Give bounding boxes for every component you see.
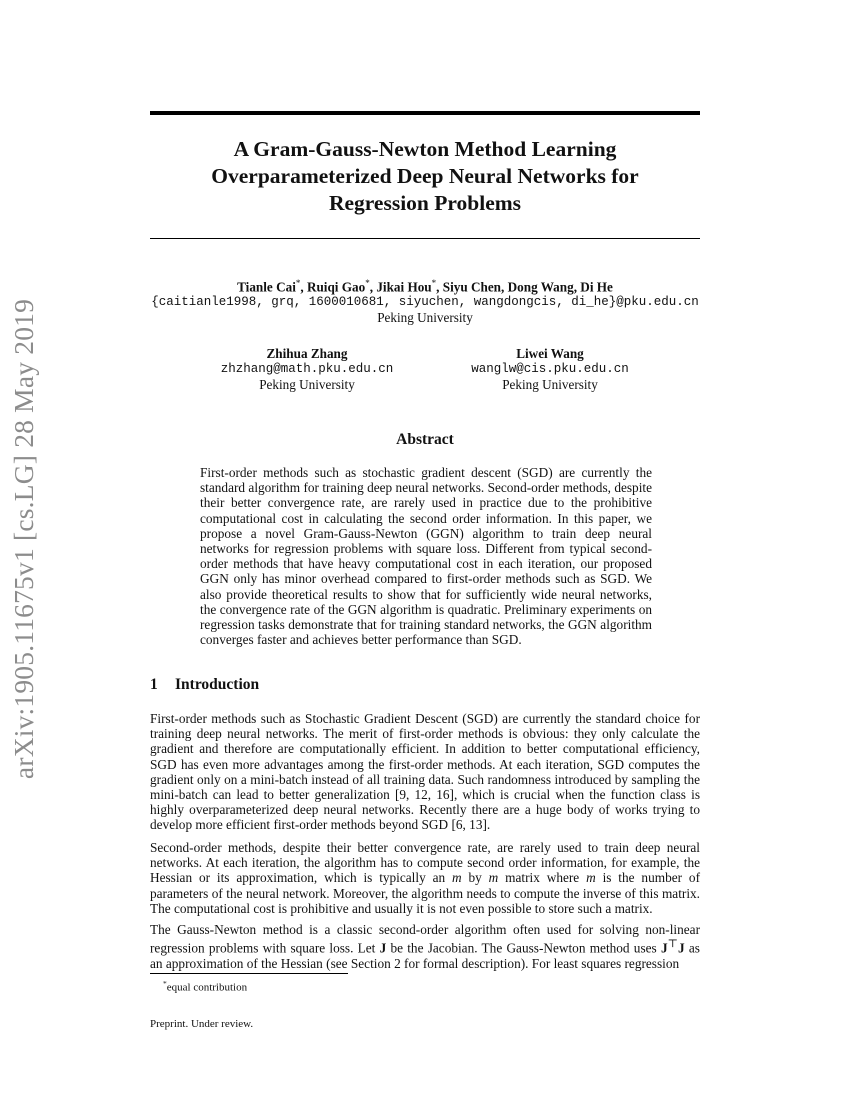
text-run: be the Jacobian. The Gauss-Newton method uses — [386, 940, 661, 956]
text-run: matrix where — [498, 870, 587, 886]
author-email: wanglw@cis.pku.edu.cn — [471, 361, 629, 376]
section-heading-introduction — [150, 676, 700, 694]
author-emails: {caitianle1998, grq, 1600010681, siyuchen, wangdongcis, di_he}@pku.edu.cn — [151, 294, 699, 309]
footnote-text: equal contribution — [166, 981, 248, 994]
author-name: Jikai Hou — [376, 279, 432, 295]
author-affiliation: Peking University — [259, 377, 355, 392]
author-name: Tianle Cai — [237, 279, 296, 295]
author-block-left — [197, 346, 417, 393]
author-block-right — [440, 346, 660, 393]
author-name: Ruiqi Gao — [306, 279, 366, 295]
arxiv-identifier-stamp — [3, 284, 45, 794]
math-jacobian: J — [660, 940, 668, 956]
author-email: zhzhang@math.pku.edu.cn — [220, 361, 394, 376]
text-run: by — [461, 870, 489, 886]
preprint-note: Preprint. Under review. — [150, 1018, 254, 1030]
author-name: Liwei Wang — [516, 346, 584, 361]
footnote-rule — [150, 973, 348, 974]
footnote-mark: * — [163, 979, 167, 988]
intro-paragraph-2 — [150, 840, 700, 916]
intro-paragraph-1: First-order methods such as Stochastic Gradient Descent (SGD) are currently the standard choice for training deep neural networks. The merit of first-order methods is obvious: they only calculate the gradient and therefore are computationally efficient. In addition to better computational efficiency, SGD has even more advantages among the first-order methods. At each iteration, SGD computes the gradient only on a mini-batch instead of all training data. Such randomness introduced by sampling the mini-batch can lead to better generalization [9, 12, 16], which is crucial when the function class is highly overparameterized deep neural networks. Recently there are a huge body of works trying to develop more efficient first-order methods beyond SGD [6, 13]. — [150, 711, 700, 833]
author-name: Zhihua Zhang — [266, 346, 348, 361]
equal-contribution-mark: * — [365, 278, 370, 288]
abstract-text: First-order methods such as stochastic gradient descent (SGD) are currently the standard algorithm for training deep neural networks. Second-order methods, despite their better convergence rate, are rarely used in practice due to the prohibitive computational cost in calculating the second order information. In this paper, we propose a novel Gram-Gauss-Newton (GGN) algorithm to train deep neural networks for regression problems with square loss. Different from typical second-order methods that have heavy computational cost in each iteration, our proposed GGN only has minor overhead compared to first-order methods such as SGD. We also provide theoretical results to show that for sufficiently wide neural networks, the convergence rate of the GGN algorithm is quadratic. Preliminary experiments on regression tasks demonstrate that for training standard networks, the GGN algorithm converges faster and achieves better performance than SGD. — [200, 465, 652, 648]
text-run: Second-order methods, despite their better convergence rate, are rarely used to train deep neural networks. At each iteration, the algorithm has to compute second order information, for example, the Hessian or its approximation, which is typically an — [150, 840, 700, 886]
paper-title — [150, 136, 700, 217]
math-m: m — [452, 870, 462, 886]
title-rule-bottom — [150, 238, 700, 239]
text-run: is the number of parameters of the neural network. Moreover, the algorithm needs to compute the inverse of this matrix. The computational cost is prohibitive and usually it is not even possible to store such a matrix. — [150, 870, 700, 916]
text-run: The Gauss-Newton method is a classic second-order algorithm often used for solving non-linear regression problems with square loss. Let — [150, 922, 700, 956]
author-affiliation: Peking University — [502, 377, 598, 392]
title-line-1: A Gram-Gauss-Newton Method Learning — [233, 137, 617, 161]
author-name: Siyu Chen, Dong Wang, Di He — [442, 279, 613, 295]
author-affiliation: Peking University — [377, 310, 473, 326]
title-line-3: Regression Problems — [328, 191, 522, 215]
math-jacobian: J — [379, 940, 387, 956]
math-jacobian: J — [678, 940, 685, 956]
equal-contribution-mark: * — [431, 278, 437, 288]
abstract-heading: Abstract — [396, 431, 454, 448]
intro-paragraph-3 — [150, 922, 700, 971]
text-run: as an approximation of the Hessian (see Section 2 for formal description). For least squares regression — [150, 940, 700, 971]
math-m: m — [586, 870, 596, 886]
author-group-main — [120, 276, 730, 326]
footnote — [163, 977, 693, 995]
math-transpose: ⊤ — [667, 938, 679, 951]
arxiv-identifier-text: arXiv:1905.11675v1 [cs.LG] 28 May 2019 — [8, 298, 39, 780]
section-number: 1 — [150, 676, 158, 693]
section-title: Introduction — [175, 676, 260, 693]
equal-contribution-mark: * — [295, 278, 301, 288]
title-line-2: Overparameterized Deep Neural Networks for — [211, 164, 639, 188]
math-m: m — [488, 870, 499, 886]
author-names: Tianle Cai*, Ruiqi Gao*, Jikai Hou*, Siyu Chen, Dong Wang, Di He — [237, 278, 613, 295]
title-rule-top — [150, 111, 700, 115]
